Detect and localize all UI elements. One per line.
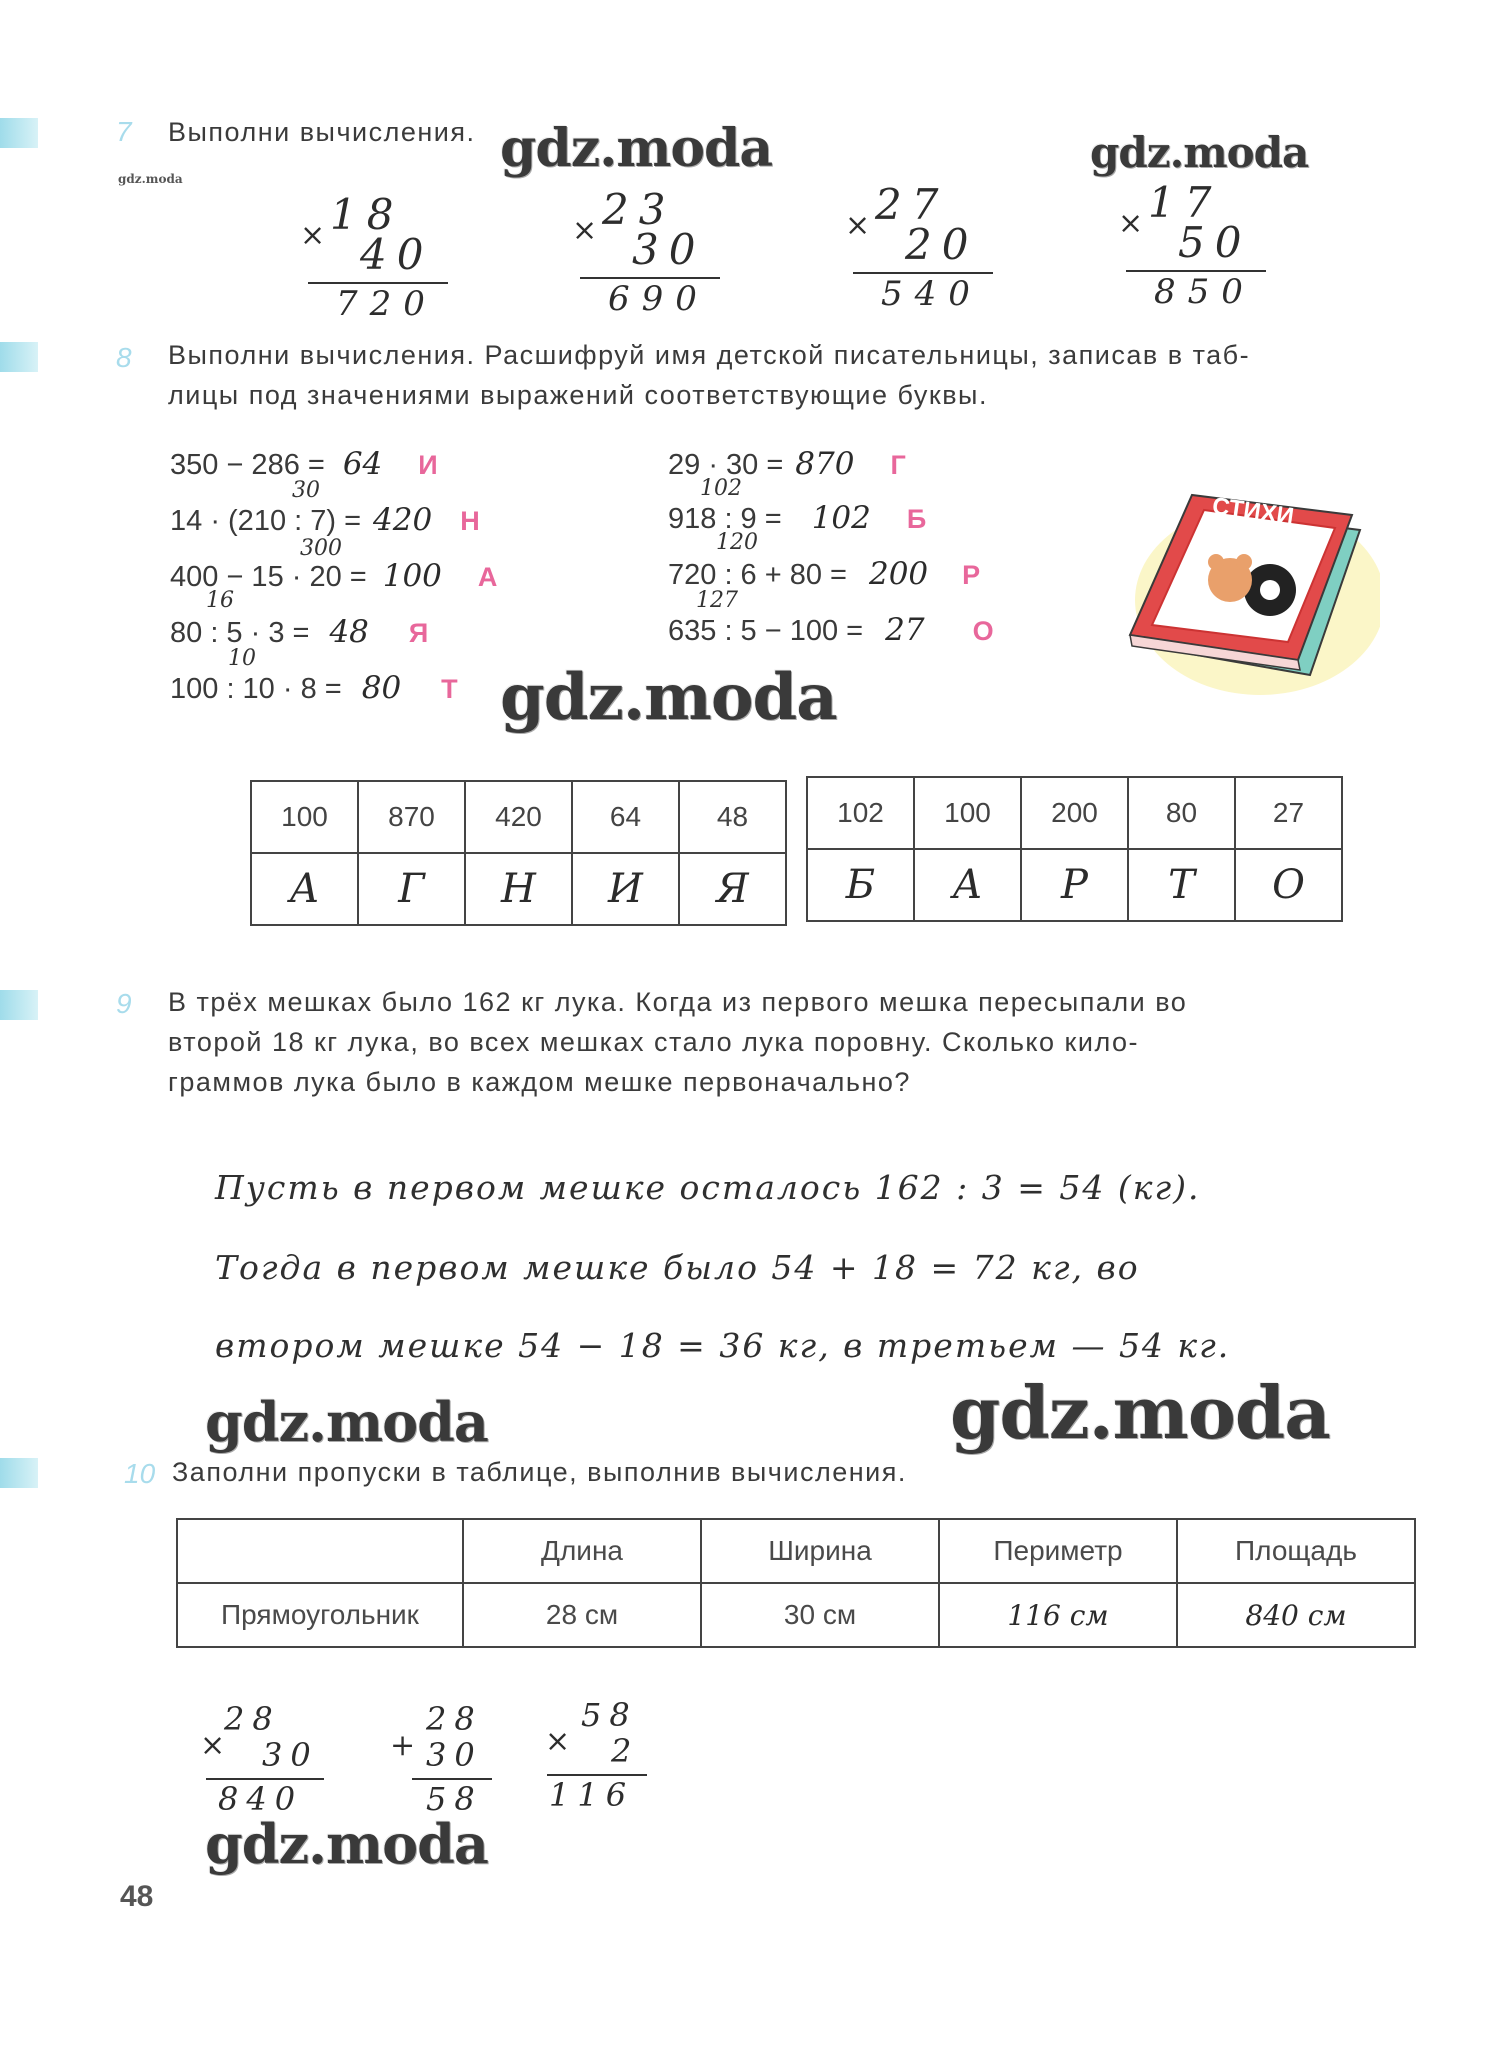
- table-row: [807, 777, 1342, 849]
- cipher-letter: Г: [890, 450, 906, 480]
- multiplication-1: [300, 190, 470, 324]
- task-text-line: лицы под значениями выражений соответствующие буквы.: [168, 380, 988, 410]
- table-cell: 30 см: [701, 1583, 939, 1647]
- factor-a: 18: [330, 190, 404, 239]
- watermark-small: gdz.moda: [118, 172, 183, 186]
- result: 840: [218, 1780, 304, 1818]
- row-label: Прямоугольник: [177, 1583, 463, 1647]
- expression: 635 : 5 − 100 =: [668, 615, 864, 647]
- table-cell: Я: [679, 853, 786, 925]
- table-cell: 870: [358, 781, 465, 853]
- expression-row: [668, 612, 994, 648]
- table-cell: Т: [1128, 849, 1235, 921]
- operand: 58: [581, 1696, 638, 1734]
- factor-b: 50: [1178, 218, 1252, 267]
- table-cell: Г: [358, 853, 465, 925]
- expression-row: [668, 446, 906, 482]
- expression: 29 · 30 =: [668, 449, 784, 481]
- expression: 350 − 286 =: [170, 449, 325, 481]
- answer: 27: [885, 612, 925, 648]
- multiply-sign: ×: [300, 218, 326, 253]
- multiply-sign: ×: [572, 213, 598, 248]
- operand: 2: [611, 1732, 640, 1770]
- section-marker: [0, 990, 38, 1020]
- table-cell: 420: [465, 781, 572, 853]
- answer: 200: [868, 556, 929, 592]
- task-number: 9: [116, 988, 132, 1019]
- multiply-sign: ×: [1118, 206, 1144, 241]
- table-cell: 100: [914, 777, 1021, 849]
- operand: 30: [426, 1736, 483, 1774]
- table-row: [251, 853, 786, 925]
- watermark: gdz.moda: [500, 118, 773, 179]
- cipher-letter: Б: [906, 504, 927, 534]
- expression: 100 : 10 · 8 =: [170, 673, 342, 705]
- multiplication-2: [572, 185, 742, 319]
- task-number: 10: [124, 1458, 156, 1489]
- task-text-line: второй 18 кг лука, во всех мешках стало лука поровну. Сколько кило-: [168, 1027, 1140, 1057]
- answer: 64: [342, 446, 383, 482]
- multiplication-3: [845, 180, 1015, 314]
- handwritten-note: 30: [292, 478, 320, 503]
- factor-a: 27: [875, 180, 949, 229]
- cipher-letter: Я: [408, 618, 429, 648]
- multiply-sign: ×: [845, 208, 871, 243]
- table-cell: А: [251, 853, 358, 925]
- handwritten-note: 10: [228, 646, 256, 671]
- table-row: [177, 1583, 1415, 1647]
- multiplication-4: [1118, 178, 1288, 312]
- answer: 100: [382, 558, 442, 594]
- table-header-row: [177, 1519, 1415, 1583]
- table-cell: О: [1235, 849, 1342, 921]
- result: 116: [549, 1776, 635, 1814]
- table-cell: Б: [807, 849, 914, 921]
- table-cell: 80: [1128, 777, 1235, 849]
- cipher-letter: А: [477, 562, 498, 592]
- watermark: gdz.moda: [500, 660, 837, 735]
- book-title: СТИХИ: [1210, 492, 1296, 531]
- task-text-line: Выполни вычисления. Расшифруй имя детской писательницы, записав в таб-: [168, 340, 1251, 370]
- table-cell: 64: [572, 781, 679, 853]
- operand: 28: [224, 1700, 281, 1738]
- table-cell: 200: [1021, 777, 1128, 849]
- expression-row: [170, 502, 480, 538]
- table-cell: И: [572, 853, 679, 925]
- page-number: 48: [120, 1880, 154, 1913]
- rectangle-table: [176, 1518, 1416, 1648]
- task-text-line: граммов лука было в каждом мешке первоначально?: [168, 1067, 911, 1097]
- product: 690: [608, 279, 709, 319]
- expression: 400 − 15 · 20 =: [170, 561, 367, 593]
- factor-b: 30: [632, 225, 706, 274]
- table-cell: 102: [807, 777, 914, 849]
- answer: 420: [373, 502, 433, 538]
- answer: 102: [811, 500, 871, 536]
- table-cell: 100: [251, 781, 358, 853]
- book-illustration: [1120, 470, 1380, 700]
- result: 58: [426, 1780, 483, 1818]
- table-cell: 28 см: [463, 1583, 701, 1647]
- operation-sign: ×: [200, 1728, 226, 1763]
- cipher-table-2: [806, 776, 1343, 922]
- task-text: Заполни пропуски в таблице, выполнив вычисления.: [172, 1457, 907, 1487]
- expression-row: [170, 614, 428, 650]
- cipher-letter: Р: [962, 560, 981, 590]
- table-cell: Р: [1021, 849, 1128, 921]
- watermark: gdz.moda: [205, 1390, 488, 1454]
- task-number: 7: [116, 116, 132, 147]
- handwritten-note: 102: [700, 476, 742, 501]
- expression: 80 : 5 · 3 =: [170, 617, 310, 649]
- solution-line: Пусть в первом мешке осталось 162 : 3 = 54 (кг).: [215, 1168, 1201, 1207]
- cipher-letter: О: [972, 616, 994, 646]
- expression-row: [668, 556, 980, 592]
- column-header: Ширина: [701, 1519, 939, 1583]
- table-cell: 27: [1235, 777, 1342, 849]
- task-text-line: В трёх мешках было 162 кг лука. Когда из первого мешка пересыпали во: [168, 987, 1188, 1017]
- product: 540: [881, 274, 982, 314]
- task-number: 8: [116, 342, 132, 373]
- table-cell: 116 см: [939, 1583, 1177, 1647]
- factor-b: 20: [905, 220, 979, 269]
- factor-b: 40: [360, 230, 434, 279]
- table-cell: 48: [679, 781, 786, 853]
- section-marker: [0, 118, 38, 148]
- table-row: [251, 781, 786, 853]
- expression: 14 · (210 : 7) =: [170, 505, 362, 537]
- operand: 28: [426, 1700, 483, 1738]
- handwritten-note: 120: [716, 530, 758, 555]
- cipher-letter: Т: [441, 674, 458, 704]
- table-cell: А: [914, 849, 1021, 921]
- expression: 918 : 9 =: [668, 503, 782, 535]
- expression-row: [170, 446, 438, 482]
- factor-a: 23: [602, 185, 676, 234]
- expression-row: [668, 500, 926, 536]
- handwritten-note: 300: [300, 536, 342, 561]
- watermark: gdz.moda: [950, 1370, 1330, 1455]
- section-marker: [0, 342, 38, 372]
- operation-sign: +: [390, 1728, 416, 1763]
- task-text: Выполни вычисления.: [168, 117, 476, 147]
- watermark: gdz.moda: [1090, 128, 1309, 177]
- column-header: [177, 1519, 463, 1583]
- expression-row: [170, 558, 497, 594]
- cipher-table-1: [250, 780, 787, 926]
- operand: 30: [262, 1736, 319, 1774]
- factor-a: 17: [1148, 178, 1222, 227]
- section-marker: [0, 1458, 38, 1488]
- handwritten-note: 16: [206, 588, 234, 613]
- handwritten-note: 127: [696, 588, 738, 613]
- answer: 48: [329, 614, 369, 650]
- watermark: gdz.moda: [205, 1812, 488, 1876]
- expression: 720 : 6 + 80 =: [668, 559, 847, 591]
- product: 720: [336, 284, 437, 324]
- expression-row: [170, 670, 458, 706]
- product: 850: [1154, 272, 1255, 312]
- answer: 870: [795, 446, 855, 482]
- answer: 80: [361, 670, 402, 706]
- table-cell: 840 см: [1177, 1583, 1415, 1647]
- table-cell: Н: [465, 853, 572, 925]
- cipher-letter: И: [418, 450, 438, 480]
- operation-sign: ×: [545, 1724, 571, 1759]
- column-header: Периметр: [939, 1519, 1177, 1583]
- cipher-letter: Н: [460, 506, 480, 536]
- solution-line: Тогда в первом мешке было 54 + 18 = 72 кг, во: [215, 1248, 1140, 1287]
- table-row: [807, 849, 1342, 921]
- column-header: Площадь: [1177, 1519, 1415, 1583]
- column-header: Длина: [463, 1519, 701, 1583]
- column-calculation: [545, 1696, 655, 1836]
- solution-line: втором мешке 54 − 18 = 36 кг, в третьем — 54 кг.: [215, 1326, 1231, 1365]
